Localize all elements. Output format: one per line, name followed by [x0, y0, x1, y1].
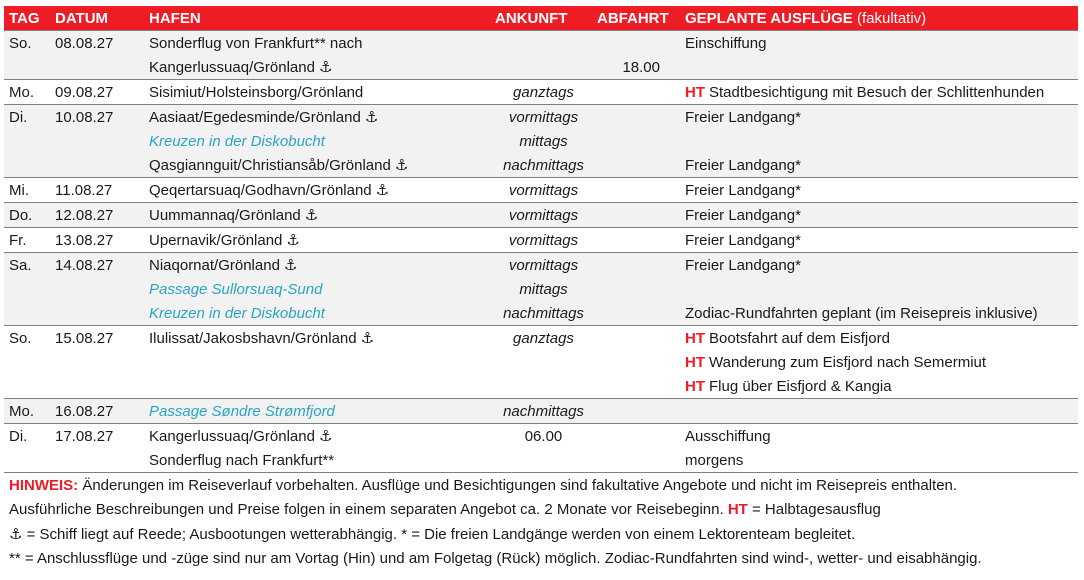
- port-name: Qeqertarsuaq/Godhavn/Grönland: [149, 182, 372, 199]
- cell-ausflug: [680, 153, 1078, 178]
- anchor-icon: ⚓: [375, 181, 390, 199]
- note-line-1: [9, 474, 1079, 498]
- cell-ausflug: [680, 399, 1078, 424]
- ht-badge: HT: [685, 377, 705, 395]
- cell-abfahrt: [592, 448, 680, 473]
- cell-ankunft: mittags: [490, 277, 592, 301]
- cell-ausflug: [680, 31, 1078, 56]
- itinerary-table: [4, 6, 1078, 473]
- table-row: [4, 55, 1078, 80]
- cell-ausflug: [680, 105, 1078, 130]
- cell-abfahrt: [592, 301, 680, 326]
- cell-tag: Di.: [4, 105, 50, 130]
- cell-ankunft: [490, 374, 592, 399]
- table-row: [4, 448, 1078, 473]
- cell-hafen: [144, 277, 490, 301]
- port-name: Sonderflug von Frankfurt** nach: [149, 34, 363, 52]
- cell-ausflug: [680, 424, 1078, 449]
- cell-tag: [4, 374, 50, 399]
- cell-tag: [4, 153, 50, 178]
- cell-hafen: [144, 129, 490, 153]
- port-name: Niaqornat/Grönland: [149, 257, 280, 274]
- excursion-text: Freier Landgang*: [685, 206, 801, 224]
- cell-tag: Di.: [9, 427, 28, 445]
- cell-hafen: [144, 301, 490, 326]
- note-text-2b: = Halbtagesausflug: [747, 501, 881, 518]
- excursion-text: Freier Landgang*: [685, 256, 801, 274]
- excursion-text: Wanderung zum Eisfjord nach Semermiut: [709, 353, 987, 371]
- passage-text: Passage Søndre Strømfjord: [149, 402, 335, 420]
- passage-text: Kreuzen in der Diskobucht: [149, 132, 325, 150]
- day-group: [4, 399, 1078, 424]
- cell-datum: 11.08.27: [55, 181, 113, 199]
- note-line-3: [9, 522, 1079, 547]
- cell-datum: 12.08.27: [50, 203, 144, 228]
- anchor-icon: ⚓: [286, 231, 300, 249]
- table-row: [4, 424, 1078, 449]
- excursion-text: Bootsfahrt auf dem Eisfjord: [709, 329, 890, 347]
- excursion-text: Freier Landgang*: [685, 181, 801, 199]
- cell-ausflug: [680, 350, 1078, 374]
- cell-tag: Mo.: [4, 399, 50, 424]
- header-ausfluege-title: GEPLANTE AUSFLÜGE: [685, 9, 853, 27]
- cell-tag: Do.: [4, 203, 50, 228]
- cell-datum: 10.08.27: [50, 105, 144, 130]
- cell-abfahrt: [592, 253, 680, 278]
- cell-datum: 14.08.27: [50, 253, 144, 278]
- cell-ankunft: nachmittags: [490, 399, 592, 424]
- table-row: [4, 326, 1078, 351]
- table-row: [4, 129, 1078, 153]
- cell-tag: Fr.: [9, 231, 27, 249]
- cell-abfahrt: [592, 326, 680, 351]
- cell-tag: Sa.: [4, 253, 50, 278]
- ht-badge: HT: [685, 353, 705, 371]
- cell-ausflug: [680, 277, 1078, 301]
- port-name: Aasiaat/Egedesminde/Grönland: [149, 109, 361, 126]
- cell-tag: So.: [9, 329, 32, 347]
- table-header: [4, 6, 1078, 31]
- cell-ankunft: [490, 448, 592, 473]
- ht-badge: HT: [685, 329, 705, 347]
- passage-text: Passage Sullorsuaq-Sund: [149, 280, 323, 298]
- cell-ankunft: nachmittags: [490, 153, 592, 178]
- cell-ankunft: nachmittags: [490, 301, 592, 326]
- day-group: [4, 31, 1078, 80]
- note-text-3: = Schiff liegt auf Reede; Ausbootungen wetterabhängig. * = Die freien Landgänge werden von einem Lektorenteam begleitet.: [22, 526, 856, 543]
- cell-datum: [50, 277, 144, 301]
- table-row: [4, 350, 1078, 374]
- anchor-icon: ⚓: [283, 256, 298, 274]
- table-row: [4, 228, 1078, 253]
- cell-tag: [4, 129, 50, 153]
- cell-hafen: [144, 153, 490, 178]
- cell-hafen: [144, 326, 490, 351]
- header-ankunft: ANKUNFT: [490, 6, 592, 31]
- table-row: [4, 374, 1078, 399]
- header-datum: DATUM: [50, 6, 144, 31]
- cell-tag: [4, 448, 50, 473]
- cell-hafen: [144, 228, 490, 253]
- cell-ausflug: [680, 326, 1078, 351]
- anchor-icon: ⚓: [318, 427, 333, 445]
- ht-badge: HT: [685, 83, 705, 101]
- cell-abfahrt: [592, 105, 680, 130]
- cell-ausflug: [680, 301, 1078, 326]
- cell-tag: [4, 301, 50, 326]
- cell-ankunft: vormittags: [508, 181, 579, 199]
- cell-hafen: [144, 448, 490, 473]
- cell-abfahrt: [592, 203, 680, 228]
- day-group: [4, 424, 1078, 473]
- port-name: Sonderflug nach Frankfurt**: [149, 451, 335, 469]
- hinweis-label: HINWEIS:: [9, 477, 79, 494]
- excursion-text: Zodiac-Rundfahrten geplant (im Reisepreis inklusive): [685, 304, 1038, 322]
- excursion-text: Einschiffung: [685, 34, 767, 52]
- cell-hafen: [144, 80, 490, 105]
- port-name: Kangerlussuaq/Grönland: [149, 428, 315, 445]
- note-line-4: [9, 547, 1079, 571]
- cell-abfahrt: [592, 178, 680, 203]
- cell-ausflug: [680, 374, 1078, 399]
- day-group: [4, 253, 1078, 326]
- cell-abfahrt: 18.00: [592, 55, 680, 80]
- cell-ankunft: ganztags: [513, 329, 574, 347]
- cell-abfahrt: [592, 129, 680, 153]
- table-row: [4, 153, 1078, 178]
- day-group: [4, 178, 1078, 203]
- passage-text: Kreuzen in der Diskobucht: [149, 304, 325, 322]
- anchor-icon: ⚓: [394, 156, 409, 174]
- cell-datum: [50, 129, 144, 153]
- cell-ausflug: [680, 228, 1078, 253]
- cell-hafen: [144, 55, 490, 80]
- port-name: Uummannaq/Grönland: [149, 207, 301, 224]
- cell-ankunft: mittags: [490, 129, 592, 153]
- cell-hafen: [144, 105, 490, 130]
- cell-ausflug: [680, 129, 1078, 153]
- header-abfahrt: ABFAHRT: [592, 6, 680, 31]
- day-group: [4, 105, 1078, 178]
- cell-ausflug: [680, 448, 1078, 473]
- header-ausfluege: [680, 6, 1078, 31]
- header-hafen: HAFEN: [144, 6, 490, 31]
- cell-tag: Mo.: [9, 83, 35, 101]
- cell-tag: [4, 55, 50, 80]
- cell-tag: Mi.: [9, 181, 29, 199]
- port-name: Qasgiannguit/Christiansåb/Grönland: [149, 157, 391, 174]
- cell-datum: 16.08.27: [50, 399, 144, 424]
- day-group: [4, 326, 1078, 399]
- cell-datum: [50, 350, 144, 374]
- cell-datum: 13.08.27: [55, 231, 114, 249]
- cell-tag: [4, 277, 50, 301]
- cell-abfahrt: [592, 424, 680, 449]
- cell-abfahrt: [592, 31, 680, 56]
- table-row: [4, 277, 1078, 301]
- table-row: [4, 178, 1078, 203]
- table-row: [4, 301, 1078, 326]
- cell-abfahrt: [592, 350, 680, 374]
- cell-hafen: [144, 424, 490, 449]
- cell-ankunft: vormittags: [490, 253, 592, 278]
- cell-tag: [4, 350, 50, 374]
- note-text-4: ** = Anschlussflüge und -züge sind nur am Vortag (Hin) und am Folgetag (Rück) möglich. Zodiac-Rundfahrten sind wind-, wetter- und eisabhängig.: [9, 550, 982, 567]
- anchor-icon: ⚓: [9, 525, 23, 543]
- cell-datum: [50, 374, 144, 399]
- table-row: [4, 203, 1078, 228]
- table-row: [4, 80, 1078, 105]
- port-name: Ilulissat/Jakosbshavn/Grönland: [149, 330, 357, 347]
- note-ht-label: HT: [727, 501, 748, 518]
- excursion-text: Freier Landgang*: [685, 156, 801, 174]
- cell-abfahrt: [592, 399, 680, 424]
- cell-ausflug: [680, 253, 1078, 278]
- cell-ausflug: [680, 178, 1078, 203]
- note-text-2a: Ausführliche Beschreibungen und Preise folgen in einem separaten Angebot ca. 2 Monate vor Reisebeginn.: [9, 501, 728, 518]
- anchor-icon: ⚓: [304, 206, 319, 224]
- cell-abfahrt: [592, 228, 680, 253]
- day-group: [4, 80, 1078, 105]
- cell-datum: [50, 448, 144, 473]
- cell-hafen: [144, 31, 490, 56]
- day-group: [4, 203, 1078, 228]
- cell-ankunft: [490, 31, 592, 56]
- cell-abfahrt: [592, 374, 680, 399]
- cell-tag: So.: [4, 31, 50, 56]
- cell-datum: 09.08.27: [55, 83, 114, 101]
- cell-hafen: [144, 178, 490, 203]
- cell-ausflug: [680, 55, 1078, 80]
- port-name: Sisimiut/Holsteinsborg/Grönland: [149, 83, 364, 101]
- excursion-text: Stadtbesichtigung mit Besuch der Schlittenhunden: [709, 83, 1045, 101]
- cell-hafen: [144, 203, 490, 228]
- anchor-icon: ⚓: [318, 58, 333, 76]
- excursion-text: Freier Landgang*: [685, 108, 801, 126]
- cell-hafen: [144, 253, 490, 278]
- cell-hafen: [144, 399, 490, 424]
- day-group: [4, 228, 1078, 253]
- cell-datum: [50, 301, 144, 326]
- excursion-text: Ausschiffung: [685, 427, 771, 445]
- cell-datum: [50, 55, 144, 80]
- cell-ankunft: vormittags: [490, 203, 592, 228]
- footnotes: [9, 474, 1079, 571]
- note-text-1: Änderungen im Reiseverlauf vorbehalten. Ausflüge und Besichtigungen sind fakultative Angebote und nicht im Reisepreis enthalten.: [78, 477, 958, 494]
- anchor-icon: ⚓: [360, 329, 375, 347]
- excursion-text: Flug über Eisfjord & Kangia: [709, 377, 892, 395]
- cell-datum: 08.08.27: [50, 31, 144, 56]
- table-row: [4, 399, 1078, 424]
- cell-abfahrt: [592, 153, 680, 178]
- cell-hafen: [144, 350, 490, 374]
- cell-abfahrt: [592, 277, 680, 301]
- table-row: [4, 105, 1078, 130]
- anchor-icon: ⚓: [364, 108, 379, 126]
- note-line-2: [9, 498, 1079, 522]
- cell-datum: [50, 153, 144, 178]
- cell-ankunft: [490, 55, 592, 80]
- port-name: Kangerlussuaq/Grönland: [149, 59, 315, 76]
- cell-datum: 15.08.27: [55, 329, 114, 347]
- cell-ankunft: [490, 350, 592, 374]
- cell-ausflug: [680, 80, 1078, 105]
- excursion-text: morgens: [685, 451, 744, 469]
- cell-ankunft: vormittags: [490, 105, 592, 130]
- table-row: [4, 31, 1078, 56]
- cell-ankunft: 06.00: [524, 427, 563, 445]
- cell-datum: 17.08.27: [55, 427, 114, 445]
- cell-ausflug: [680, 203, 1078, 228]
- port-name: Upernavik/Grönland: [149, 232, 283, 249]
- header-tag: TAG: [4, 6, 50, 31]
- cell-hafen: [144, 374, 490, 399]
- cell-abfahrt: [592, 80, 680, 105]
- cell-ankunft: ganztags: [513, 83, 574, 101]
- table-row: [4, 253, 1078, 278]
- excursion-text: Freier Landgang*: [685, 231, 801, 249]
- header-ausfluege-sub: (fakultativ): [856, 9, 927, 27]
- cell-ankunft: vormittags: [508, 231, 579, 249]
